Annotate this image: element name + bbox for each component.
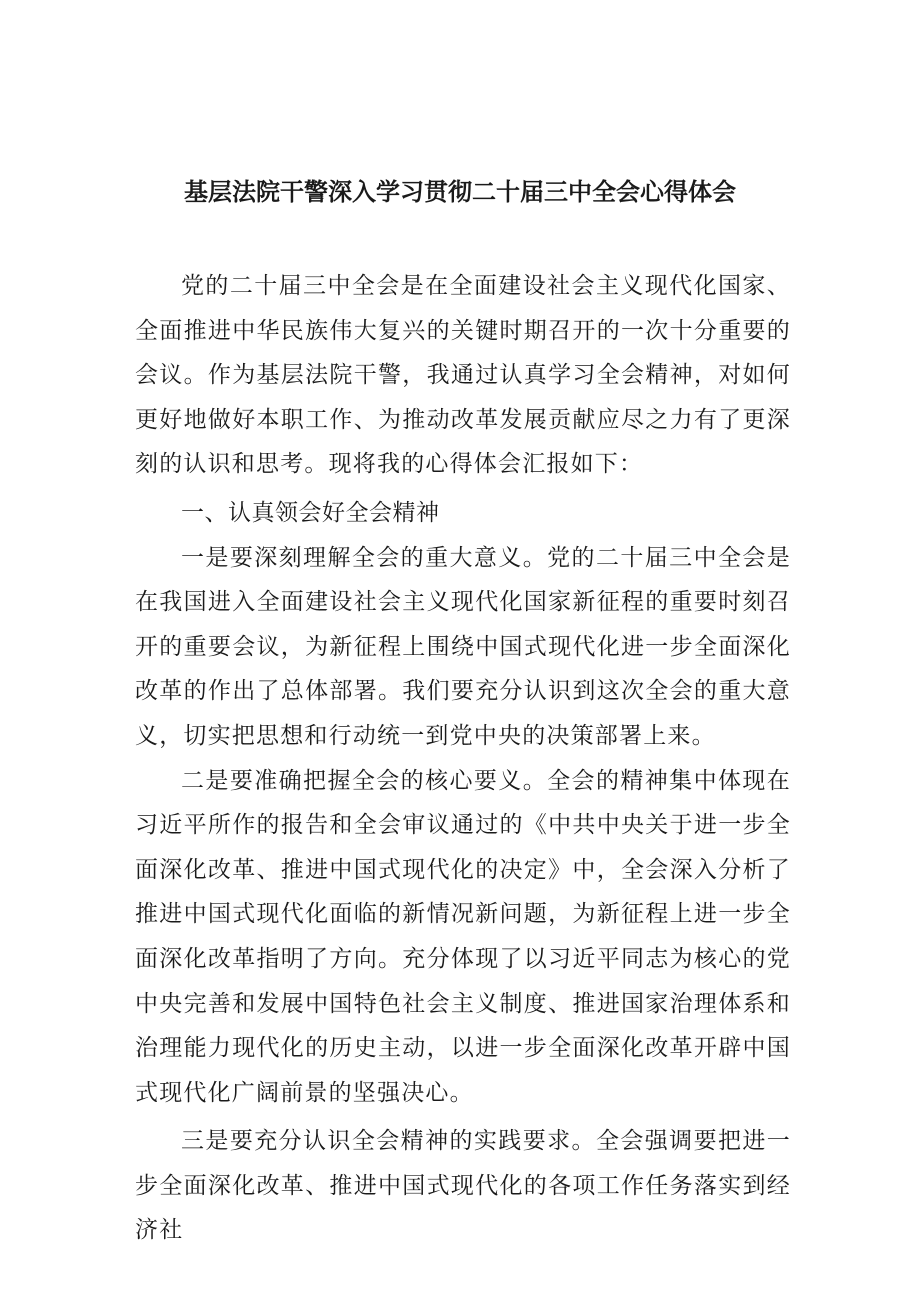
document-title: 基层法院干警深入学习贯彻二十届三中全会心得体会 (184, 178, 736, 206)
section-heading-1: 一、认真领会好全会精神 (181, 499, 440, 526)
body-paragraph-3: 三是要充分认识全会精神的实践要求。全会强调要把进一步全面深化改革、推进中国式现代化的各项工作任务落实到经济社 (135, 1128, 791, 1244)
intro-paragraph: 党的二十届三中全会是在全面建设社会主义现代化国家、全面推进中华民族伟大复兴的关键时期召开的一次十分重要的会议。作为基层法院干警，我通过认真学习全会精神，对如何更好地做好本职工作、为推动改革发展贡献应尽之力有了更深刻的认识和思考。现将我的心得体会汇报如下： (135, 273, 791, 478)
body-paragraph-2: 二是要准确把握全会的核心要义。全会的精神集中体现在习近平所作的报告和全会审议通过的《中共中央关于进一步全面深化改革、推进中国式现代化的决定》中，全会深入分析了推进中国式现代化面临的新情况新问题，为新征程上进一步全面深化改革指明了方向。充分体现了以习近平同志为核心的党中央完善和发展中国特色社会主义制度、推进国家治理体系和治理能力现代化的历史主动，以进一步全面深化改革开辟中国式现代化广阔前景的坚强决心。 (135, 767, 791, 1106)
document-body (135, 264, 791, 1253)
body-paragraph-1: 一是要深刻理解全会的重大意义。党的二十届三中全会是在我国进入全面建设社会主义现代化国家新征程的重要时刻召开的重要会议，为新征程上围绕中国式现代化进一步全面深化改革的作出了总体部署。我们要充分认识到这次全会的重大意义，切实把思想和行动统一到党中央的决策部署上来。 (135, 544, 791, 749)
